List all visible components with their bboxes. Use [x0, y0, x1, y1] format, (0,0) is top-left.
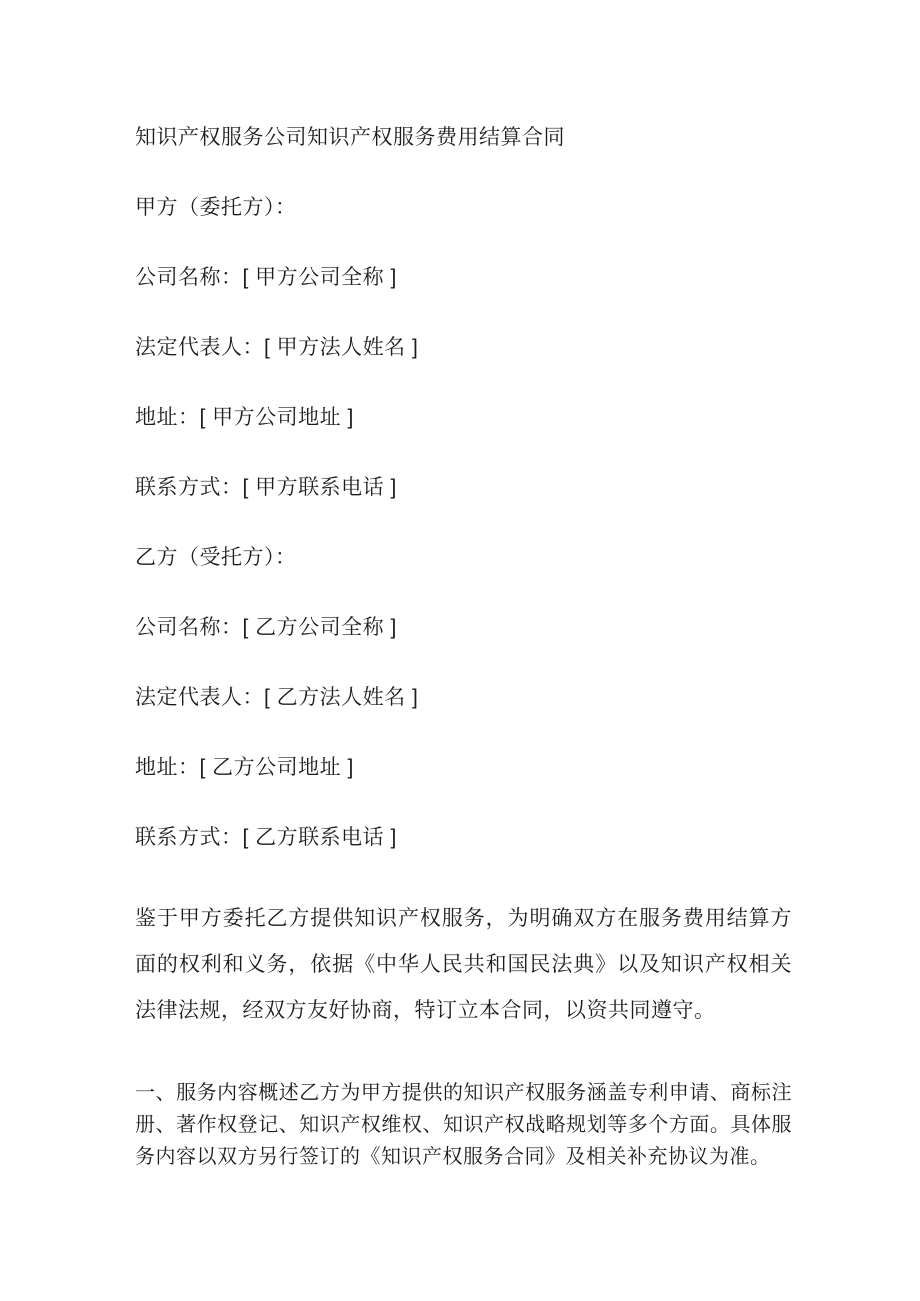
party-a-address: 地址：[ 甲方公司地址 ]	[135, 406, 354, 429]
party-a-contact: 联系方式：[ 甲方联系电话 ]	[135, 476, 397, 499]
contract-preamble-paragraph: 鉴于甲方委托乙方提供知识产权服务，为明确双方在服务费用结算方面的权利和义务，依据《中华人民共和国民法典》以及知识产权相关法律法规，经双方友好协商，特订立本合同，以资共同遵守。	[135, 907, 792, 1022]
party-b-company-name: 公司名称：[ 乙方公司全称 ]	[135, 616, 397, 639]
party-a-company-name: 公司名称：[ 甲方公司全称 ]	[135, 266, 397, 289]
party-a-heading: 甲方（委托方）：	[135, 196, 297, 219]
document-title: 知识产权服务公司知识产权服务费用结算合同	[135, 126, 565, 149]
party-b-heading: 乙方（受托方）：	[135, 546, 297, 569]
party-b-legal-representative: 法定代表人：[ 乙方法人姓名 ]	[135, 686, 419, 709]
party-b-contact: 联系方式：[ 乙方联系电话 ]	[135, 826, 397, 849]
party-b-address: 地址：[ 乙方公司地址 ]	[135, 756, 354, 779]
party-a-legal-representative: 法定代表人：[ 甲方法人姓名 ]	[135, 336, 419, 359]
clause-service-scope-paragraph: 一、服务内容概述乙方为甲方提供的知识产权服务涵盖专利申请、商标注册、著作权登记、知识产权维权、知识产权战略规划等多个方面。具体服务内容以双方另行签订的《知识产权服务合同》及相关补充协议为准。	[135, 1082, 792, 1168]
